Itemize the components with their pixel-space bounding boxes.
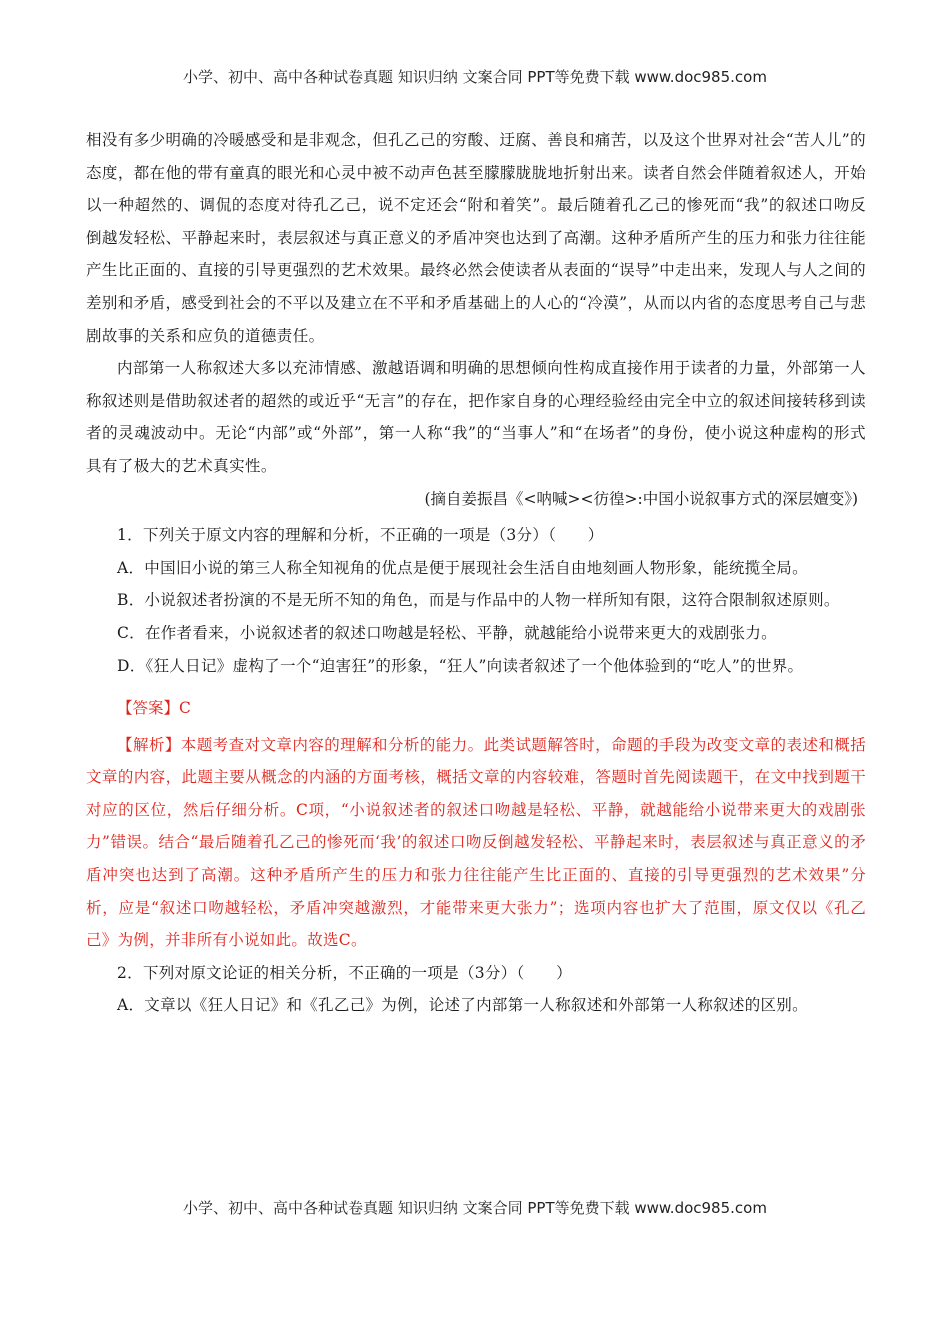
question-2-option-a: A．文章以《狂人日记》和《孔乙己》为例，论述了内部第一人称叙述和外部第一人称叙述的区别。 bbox=[117, 996, 808, 1015]
passage-source: (摘自姜振昌《<呐喊><彷徨>:中国小说叙事方式的深层嬗变》) bbox=[424, 489, 858, 508]
analysis-label: 【解析】 bbox=[117, 735, 181, 754]
question-1-option-a: A．中国旧小说的第三人称全知视角的优点是便于展现社会生活自由地刻画人物形象，能统揽全局。 bbox=[117, 558, 808, 577]
question-1-option-d: D．《狂人日记》虚构了一个“迫害狂”的形象，“狂人”向读者叙述了一个他体验到的“吃人”的世界。 bbox=[117, 656, 804, 675]
passage-paragraph-2: 内部第一人称叙述大多以充沛情感、激越语调和明确的思想倾向性构成直接作用于读者的力量，外部第一人称叙述则是借助叙述者的超然的或近乎“无言”的存在，把作家自身的心理经验经由完全中立的叙述间接转移到读者的灵魂波动中。无论“内部”或“外部”，第一人称“我”的“当事人”和“在场者”的身份，使小说这种虚构的形式具有了极大的艺术真实性。 bbox=[86, 359, 866, 475]
answer-value: C bbox=[179, 699, 191, 718]
document-body bbox=[86, 124, 866, 1022]
question-1-stem: 1．下列关于原文内容的理解和分析，不正确的一项是（3分）（ ） bbox=[117, 526, 604, 545]
header-banner: 小学、初中、高中各种试卷真题 知识归纳 文案合同 PPT等免费下载 www.doc985.com bbox=[183, 68, 767, 86]
question-1-option-c: C．在作者看来，小说叙述者的叙述口吻越是轻松、平静，就越能给小说带来更大的戏剧张力。 bbox=[117, 623, 777, 642]
question-2-stem: 2．下列对原文论证的相关分析，不正确的一项是（3分）（ ） bbox=[117, 963, 572, 982]
passage-paragraph-1: 相没有多少明确的冷暖感受和是非观念，但孔乙己的穷酸、迂腐、善良和痛苦，以及这个世界对社会“苦人儿”的态度，都在他的带有童真的眼光和心灵中被不动声色甚至朦朦胧胧地折射出来。读者自然会伴随着叙述人，开始以一种超然的、调侃的态度对待孔乙己，说不定还会“附和着笑”。最后随着孔乙己的惨死而“我”的叙述口吻反倒越发轻松、平静起来时，表层叙述与真正意义的矛盾冲突也达到了高潮。这种矛盾所产生的压力和张力往往能产生比正面的、直接的引导更强烈的艺术效果。最终必然会使读者从表面的“误导”中走出来，发现人与人之间的差别和矛盾，感受到社会的不平以及建立在不平和矛盾基础上的人心的“冷漠”，从而以内省的态度思考自己与悲剧故事的关系和应负的道德责任。 bbox=[86, 131, 866, 345]
question-1-option-b: B．小说叙述者扮演的不是无所不知的角色，而是与作品中的人物一样所知有限，这符合限制叙述原则。 bbox=[117, 591, 840, 610]
footer-banner: 小学、初中、高中各种试卷真题 知识归纳 文案合同 PPT等免费下载 www.doc985.com bbox=[183, 1199, 767, 1217]
analysis-text: 本题考查对文章内容的理解和分析的能力。此类试题解答时，命题的手段为改变文章的表述和概括文章的内容，此题主要从概念的内涵的方面考核，概括文章的内容较难，答题时首先阅读题干，在文中找到题干对应的区位，然后仔细分析。C项，“小说叙述者的叙述口吻越是轻松、平静，就越能给小说带来更大的戏剧张力”错误。结合“最后随着孔乙己的惨死而‘我’的叙述口吻反倒越发轻松、平静起来时，表层叙述与真正意义的矛盾冲突也达到了高潮。这种矛盾所产生的压力和张力往往能产生比正面的、直接的引导更强烈的艺术效果”分析，应是“叙述口吻越轻松，矛盾冲突越激烈，才能带来更大张力”；选项内容也扩大了范围，原文仅以《孔乙己》为例，并非所有小说如此。故选C。 bbox=[86, 735, 867, 950]
question-1-analysis bbox=[86, 729, 866, 957]
answer-label: 【答案】 bbox=[117, 699, 180, 718]
question-1-answer bbox=[86, 692, 866, 725]
